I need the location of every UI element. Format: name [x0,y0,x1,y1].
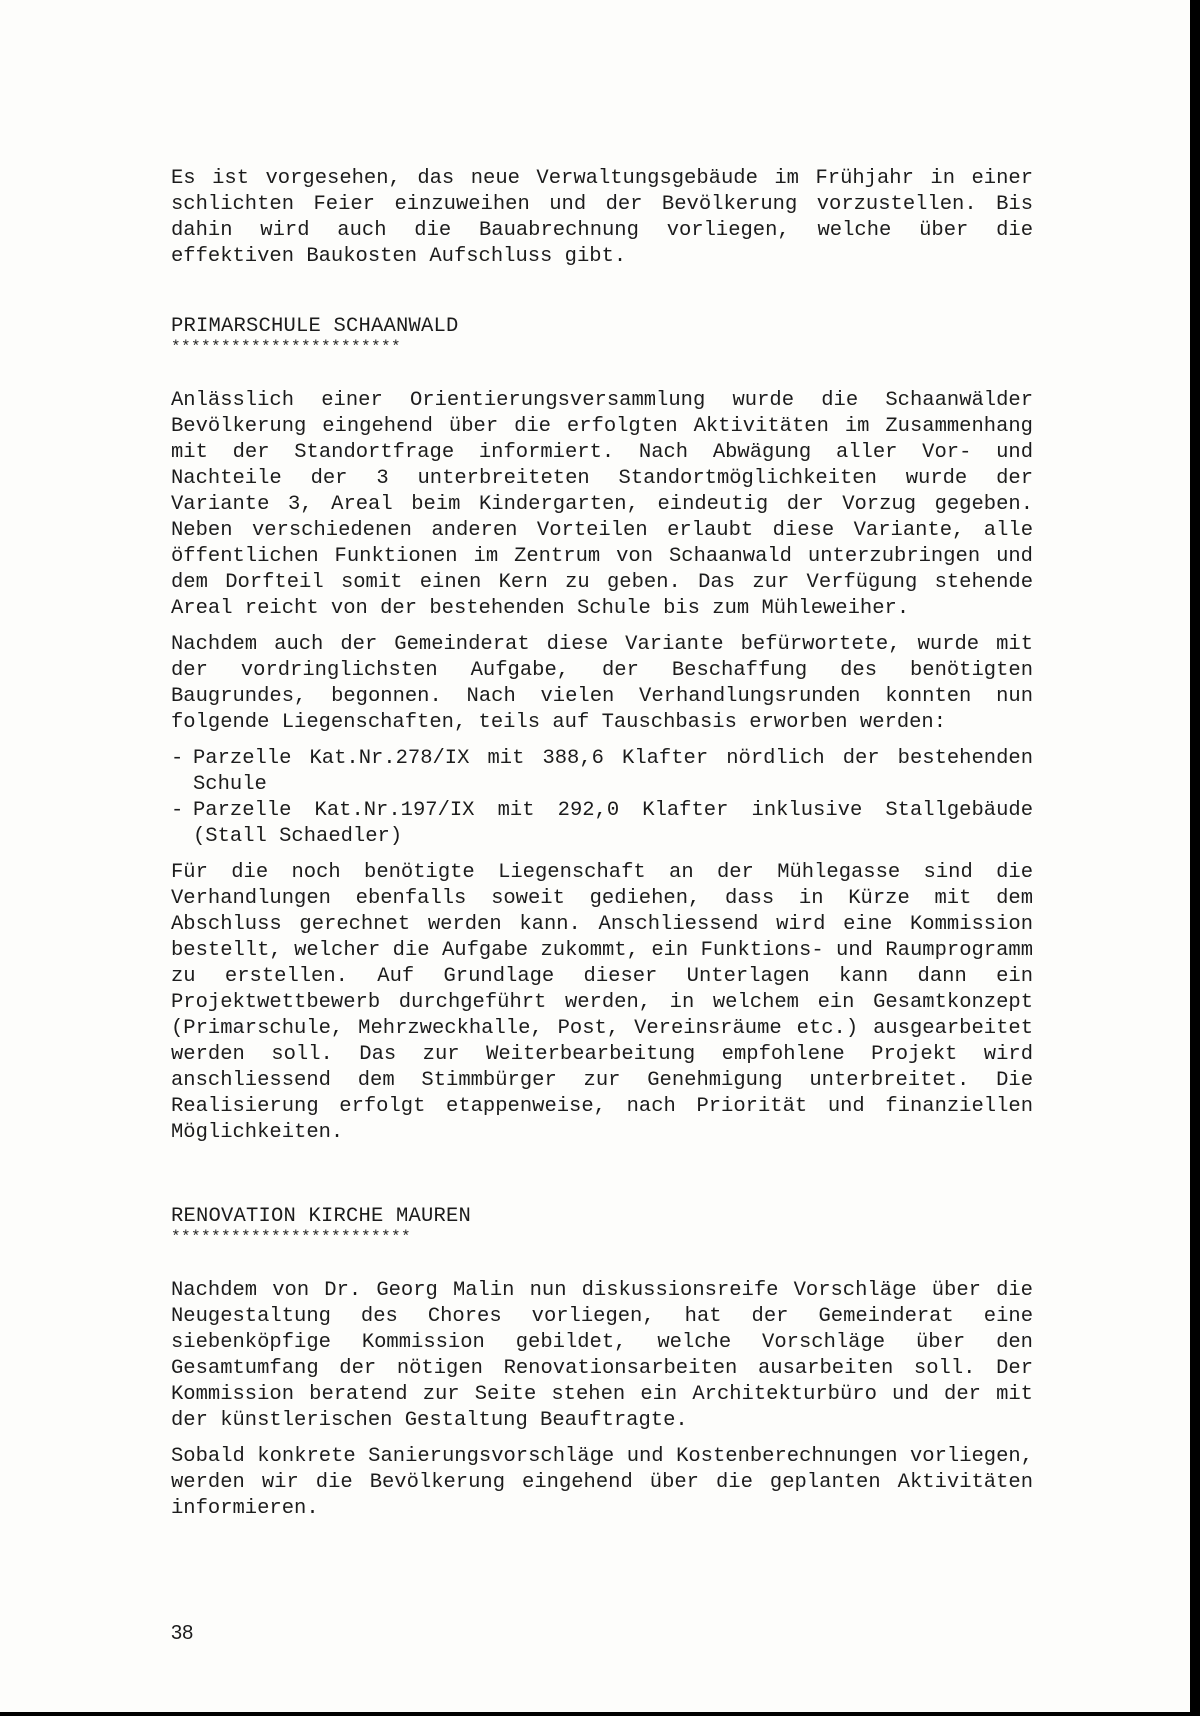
body-paragraph: Für die noch benötigte Liegenschaft an der Mühlegasse sind die Verhandlungen ebenfalls soweit gediehen, dass in Kürze mit dem Abschluss gerechnet werden kann. Anschliessend wird eine Kommission bestellt, welcher die Aufgabe zukommt, ein Funktions- und Raumprogramm zu erstellen. Auf Grundlage dieser Unterlagen kann dann ein Projektwettbewerb durchgeführt werden, in welchem ein Gesamtkonzept (Primarschule, Mehrzweckhalle, Post, Vereinsräume etc.) ausgearbeitet werden soll. Das zur Weiterbearbeitung empfohlene Projekt wird anschliessend dem Stimmbürger zur Genehmigung unterbreitet. Die Realisierung erfolgt etappenweise, nach Priorität und finanziellen Möglichkeiten. [171,861,1033,1144]
page-content [171,166,1033,1522]
section-renovation-kirche [171,1204,1033,1522]
parcel-list [171,746,1033,850]
section-title: RENOVATION KIRCHE MAUREN [171,1205,472,1228]
page-number: 38 [171,1622,194,1644]
title-underline: *********************** [171,338,402,356]
title-underline: ************************ [171,1228,412,1246]
list-item: - Parzelle Kat.Nr.197/IX mit 292,0 Klafter inklusive Stallgebäude (Stall Schaedler) [171,798,1033,850]
body-paragraph: Nachdem von Dr. Georg Malin nun diskussionsreife Vorschläge über die Neugestaltung des Chores vorliegen, hat der Gemeinderat eine siebenköpfige Kommission gebildet, welche Vorschläge über den Gesamtumfang der nötigen Renovationsarbeiten ausarbeiten soll. Der Kommission beratend zur Seite stehen ein Architekturbüro und der mit der künstlerischen Gestaltung Beauftragte. [171,1279,1033,1432]
body-paragraph: Anlässlich einer Orientierungsversammlung wurde die Schaanwälder Bevölkerung eingehend über die erfolgten Aktivitäten im Zusammenhang mit der Standortfrage informiert. Nach Abwägung aller Vor- und Nachteile der 3 unterbreiteten Standortmöglichkeiten wurde der Variante 3, Areal beim Kindergarten, eindeutig der Vorzug gegeben. Neben verschiedenen anderen Vorteilen erlaubt diese Variante, alle öffentlichen Funktionen im Zentrum von Schaanwald unterzubringen und dem Dorfteil somit einen Kern zu geben. Das zur Verfügung stehende Areal reicht von der bestehenden Schule bis zum Mühleweiher. [171,389,1033,620]
section-title: PRIMARSCHULE SCHAANWALD [171,315,459,338]
intro-paragraph: Es ist vorgesehen, das neue Verwaltungsgebäude im Frühjahr in einer schlichten Feier einzuweihen und der Bevölkerung vorzustellen. Bis dahin wird auch die Bauabrechnung vorliegen, welche über die effektiven Baukosten Aufschluss gibt. [171,167,1033,268]
section-primarschule [171,314,1033,1146]
body-paragraph: Sobald konkrete Sanierungsvorschläge und Kostenberechnungen vorliegen, werden wir die Bevölkerung eingehend über die geplanten Aktivitäten informieren. [171,1445,1033,1520]
body-paragraph: Nachdem auch der Gemeinderat diese Variante befürwortete, wurde mit der vordringlichsten Aufgabe, der Beschaffung des benötigten Baugrundes, begonnen. Nach vielen Verhandlungsrunden konnten nun folgende Liegenschaften, teils auf Tauschbasis erworben werden: [171,633,1033,734]
list-item: - Parzelle Kat.Nr.278/IX mit 388,6 Klafter nördlich der bestehenden Schule [171,746,1033,798]
